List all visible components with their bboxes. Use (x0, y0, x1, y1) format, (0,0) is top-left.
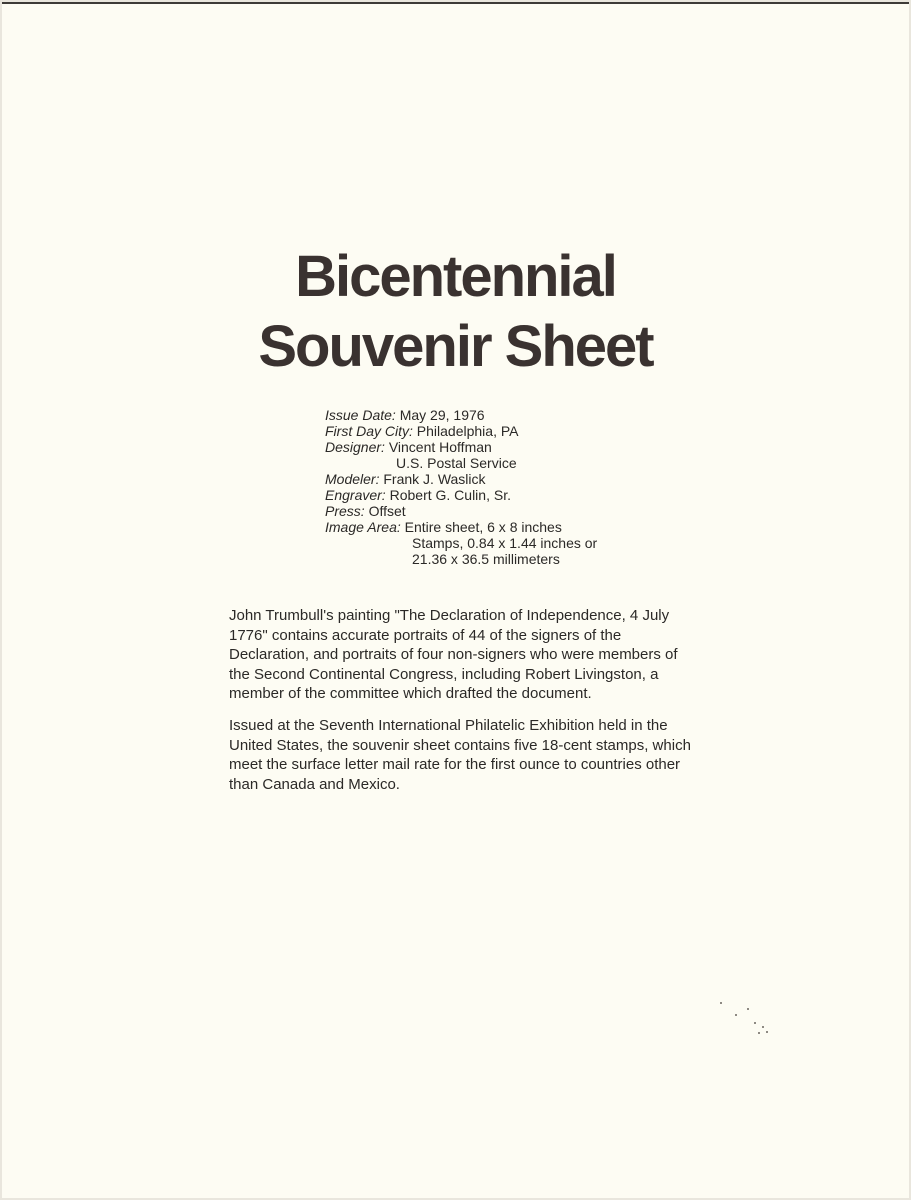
image-area-row (325, 519, 597, 535)
speck (766, 1031, 768, 1033)
speck (762, 1026, 764, 1028)
speck (754, 1022, 756, 1024)
engraver-value: Robert G. Culin, Sr. (389, 487, 511, 503)
first-day-city-label: First Day City: (325, 423, 413, 439)
engraver-label: Engraver: (325, 487, 386, 503)
first-day-city-row (325, 423, 597, 439)
speck (747, 1008, 749, 1010)
title-line-1: Bicentennial (295, 244, 616, 309)
image-area-continuation-1: Stamps, 0.84 x 1.44 inches or (412, 535, 598, 551)
designer-row (325, 439, 597, 455)
press-label: Press: (325, 503, 365, 519)
modeler-label: Modeler: (325, 471, 380, 487)
image-area-value: Entire sheet, 6 x 8 inches (404, 519, 562, 535)
page-title (2, 242, 909, 382)
designer-label: Designer: (325, 439, 385, 455)
press-row (325, 503, 597, 519)
speck (720, 1002, 722, 1004)
issue-specifications (325, 407, 597, 567)
image-area-continuation-2: 21.36 x 36.5 millimeters (412, 551, 560, 567)
description-text (229, 606, 699, 806)
issue-date-label: Issue Date: (325, 407, 396, 423)
description-paragraph-1: John Trumbull's painting "The Declaration of Independence, 4 July 1776" contains accurate portraits of 44 of the signers of the Declaration, and portraits of four non-signers who were members of the Second Continental Congress, including Robert Livingston, a member of the committee which drafted the document. (229, 607, 678, 703)
souvenir-sheet-page (2, 2, 909, 1198)
issue-date-row (325, 407, 597, 423)
modeler-row (325, 471, 597, 487)
first-day-city-value: Philadelphia, PA (416, 423, 519, 439)
designer-value: Vincent Hoffman (388, 439, 492, 455)
speck (758, 1032, 760, 1034)
image-area-label: Image Area: (325, 519, 401, 535)
engraver-row (325, 487, 597, 503)
description-paragraph-2: Issued at the Seventh International Philatelic Exhibition held in the United States, the souvenir sheet contains five 18-cent stamps, which meet the surface letter mail rate for the first ounce to countries other than Canada and Mexico. (229, 716, 691, 793)
issue-date-value: May 29, 1976 (399, 407, 485, 423)
speck (735, 1014, 737, 1016)
modeler-value: Frank J. Waslick (383, 471, 486, 487)
press-value: Offset (368, 503, 406, 519)
designer-continuation: U.S. Postal Service (396, 455, 517, 471)
title-line-2: Souvenir Sheet (258, 314, 653, 379)
